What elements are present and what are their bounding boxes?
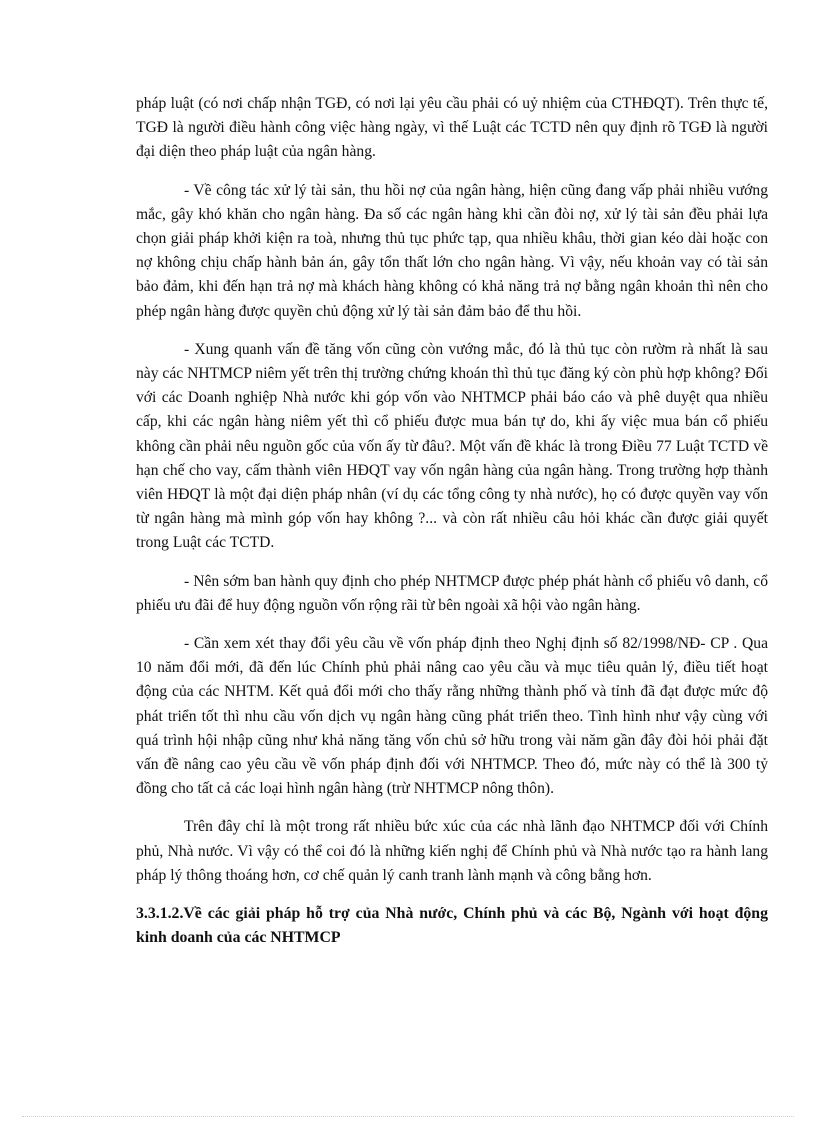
paragraph-capital-increase: - Xung quanh vấn đề tăng vốn cũng còn vướng mắc, đó là thủ tục còn rườm rà nhất là sau này các NHTMCP niêm yết trên thị trường chứng khoán thì thủ tục đăng ký còn phù hợp không? Đối với các Doanh nghiệp Nhà nước khi góp vốn vào NHTMCP phải báo cáo và phê duyệt qua nhiều cấp, khi các ngân hàng niêm yết thì cổ phiếu được mua bán tự do, khi ấy việc mua bán cổ phiếu không cần phải nêu nguồn gốc của vốn ấy từ đâu?. Một vấn đề khác là trong Điều 77 Luật TCTD về hạn chế cho vay, cấm thành viên HĐQT vay vốn ngân hàng của ngân hàng. Trong trường hợp thành viên HĐQT là một đại diện pháp nhân (ví dụ các tổng công ty nhà nước), họ có được quyền vay vốn từ ngân hàng mà mình góp vốn hay không ?... và còn rất nhiều câu hỏi khác cần được giải quyết trong Luật các TCTD. [136, 340, 768, 552]
document-page [136, 92, 768, 951]
section-heading: 3.3.1.2.Về các giải pháp hỗ trợ của Nhà nước, Chính phủ và các Bộ, Ngành với hoạt động kinh doanh của các NHTMCP [136, 905, 768, 947]
paragraph-legal-representative: pháp luật (có nơi chấp nhận TGĐ, có nơi lại yêu cầu phải có uỷ nhiệm của CTHĐQT). Trên thực tế, TGĐ là người điều hành công việc hàng ngày, vì thế Luật các TCTD nên quy định rõ TGĐ là người đại diện theo pháp luật của ngân hàng. [136, 95, 768, 161]
paragraph-summary: Trên đây chỉ là một trong rất nhiều bức xúc của các nhà lãnh đạo NHTMCP đối với Chính phủ, Nhà nước. Vì vậy có thể coi đó là những kiến nghị để Chính phủ và Nhà nước tạo ra hành lang pháp lý thông thoáng hơn, cơ chế quản lý canh tranh lành mạnh và công bằng hơn. [136, 818, 768, 884]
paragraph-asset-handling: - Về công tác xử lý tài sản, thu hồi nợ của ngân hàng, hiện cũng đang vấp phải nhiều vướng mắc, gây khó khăn cho ngân hàng. Đa số các ngân hàng khi cần đòi nợ, xử lý tài sản đều phải lựa chọn giải pháp khởi kiện ra toà, nhưng thủ tục phức tạp, qua nhiều khâu, thời gian kéo dài hoặc con nợ không chịu chấp hành bản án, gây tổn thất lớn cho ngân hàng. Vì vậy, nếu khoản vay có tài sản bảo đảm, khi đến hạn trả nợ mà khách hàng không có khả năng trả nợ bằng ngân khoản thì nên cho phép ngân hàng được quyền chủ động xử lý tài sản đảm bảo để thu hồi. [136, 181, 768, 320]
paragraph-share-issuance: - Nên sớm ban hành quy định cho phép NHTMCP được phép phát hành cổ phiếu vô danh, cổ phiếu ưu đãi để huy động nguồn vốn rộng rãi từ bên ngoài xã hội vào ngân hàng. [136, 572, 768, 614]
page-bottom-divider [22, 1116, 794, 1117]
paragraph-legal-capital: - Cần xem xét thay đổi yêu cầu về vốn pháp định theo Nghị định số 82/1998/NĐ- CP . Qua 10 năm đổi mới, đã đến lúc Chính phủ phải nâng cao yêu cầu và mục tiêu quản lý, điều tiết hoạt động của các NHTM. Kết quả đổi mới cho thấy rằng những thành phố và tỉnh đã đạt được mức độ phát triển tốt thì nhu cầu vốn dịch vụ ngân hàng cũng phát triển theo. Tình hình như vậy cùng với quá trình hội nhập cũng như khả năng tăng vốn chủ sở hữu trong vài năm gần đây đòi hỏi phải đặt vấn đề nâng cao yêu cầu về vốn pháp định đối với NHTMCP. Theo đó, mức này có thể là 300 tỷ đồng cho tất cả các loại hình ngân hàng (trừ NHTMCP nông thôn). [136, 635, 768, 798]
